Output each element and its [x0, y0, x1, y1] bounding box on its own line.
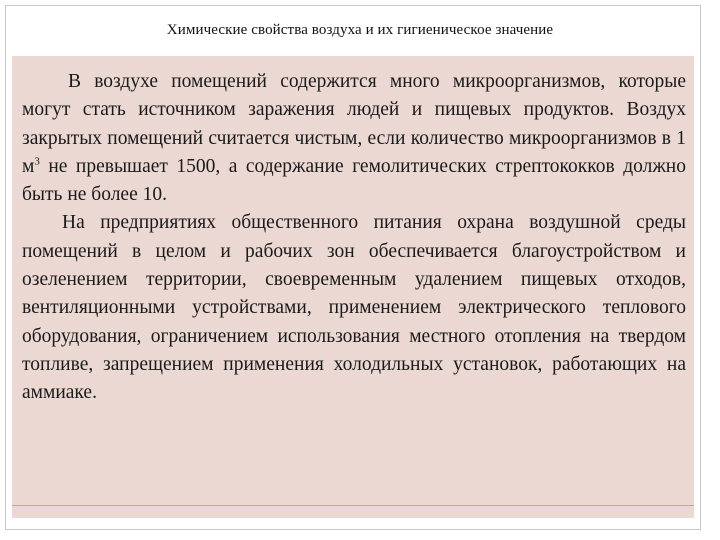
paragraph-microorganisms-text-end: не превышает 1500, а содержание гемолитических стрептококков должно быть не более 10. [22, 155, 686, 206]
cubic-meter-superscript: 3 [34, 155, 40, 168]
slide-title: Химические свойства воздуха и их гигиеническое значение [166, 22, 554, 38]
paragraph-air-protection: На предприятиях общественного питания охрана воздушной среды помещений в целом и рабочих зон обеспечивается благоустройством и озеленением территории, своевременным удалением пищевых отходов, вентиляционными устройствами, применением электрического теплового оборудования, ограничением использования местного отопления на твердом топливе, запрещением применения холодильных установок, работающих на аммиаке. [22, 212, 686, 404]
paragraph-microorganisms [22, 68, 686, 209]
content-box [12, 56, 694, 518]
footer-divider [12, 505, 694, 506]
paragraph-microorganisms-text-start: В воздухе помещений содержится много микроорганизмов, которые могут стать источником заражения людей и пищевых продуктов. Воздух закрытых помещений считается чистым, если количество микроорганизмов в 1 м [22, 71, 686, 177]
